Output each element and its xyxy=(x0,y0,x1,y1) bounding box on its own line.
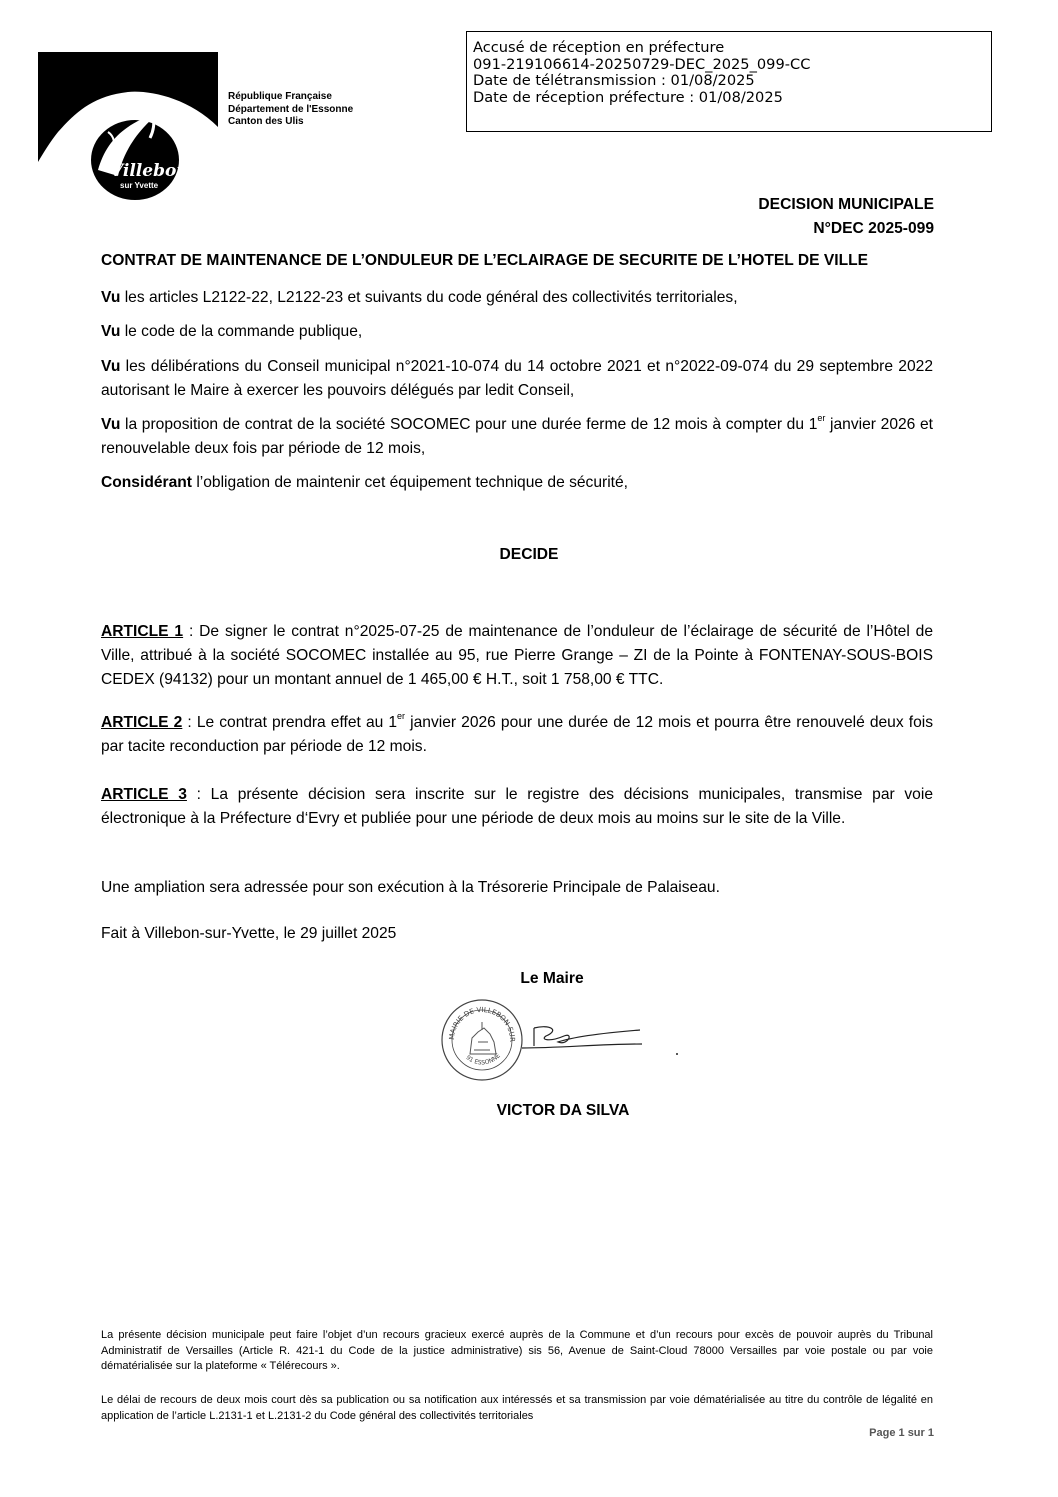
page-number: Page 1 sur 1 xyxy=(869,1427,934,1439)
article-text: : La présente décision sera inscrite sur le registre des décisions municipales, transmise par voie électronique à la Préfecture d‘Evry et publiée pour une période de deux mois au moins sur le site de la Ville. xyxy=(101,786,933,827)
vu-text: le code de la commande publique, xyxy=(120,323,363,340)
vu-lead: Vu xyxy=(101,358,121,375)
vu-paragraph xyxy=(101,413,933,461)
stamp-line: Date de réception préfecture : 01/08/2025 xyxy=(473,88,783,106)
article-1 xyxy=(101,620,933,692)
villebon-logo xyxy=(38,52,218,200)
stamp-line: 091-219106614-20250729-DEC_2025_099-CC xyxy=(473,55,811,73)
authority-line: Département de l'Essonne xyxy=(228,103,354,115)
seal-text: MAIRIE DE VILLEBON SUR xyxy=(447,1005,517,1043)
vu-text: janvier 2026 et renouvelable deux fois par période de 12 mois, xyxy=(101,416,933,457)
mayor-name: VICTOR DA SILVA xyxy=(496,1102,630,1119)
article-label: ARTICLE 2 xyxy=(101,714,183,731)
vu-text: les délibérations du Conseil municipal n°2021-10-074 du 14 octobre 2021 et n°2022-09-074 du 29 septembre 2022 autorisant le Maire à exercer les pouvoirs délégués par ledit Conseil, xyxy=(101,358,933,399)
decision-title: CONTRAT DE MAINTENANCE DE L’ONDULEUR DE L’ECLAIRAGE DE SECURITE DE L’HOTEL DE VILLE xyxy=(101,252,869,269)
footer-recourse-text: La présente décision municipale peut faire l’objet d’un recours gracieux exercé auprès de la Commune et d’un recours pour excès de pouvoir auprès du Tribunal Administratif de Versailles (Article R. 421-1 du Code de la justice administrative) sis 56, Avenue de Saint-Cloud 78000 Versailles par voie postale ou par voie dématérialisée sur la plateforme « Télérecours ». xyxy=(101,1329,933,1372)
official-seal xyxy=(440,998,524,1082)
article-2 xyxy=(101,711,933,759)
superscript: er xyxy=(397,711,406,721)
superscript: er xyxy=(817,413,826,423)
svg-text:MAIRIE DE VILLEBON SUR YVETTE xyxy=(440,998,516,1042)
article-text: : Le contrat prendra effet au 1 xyxy=(182,714,398,731)
vu-paragraph xyxy=(101,355,933,403)
reception-stamp xyxy=(466,31,992,132)
vu-lead: Vu xyxy=(101,289,121,306)
signature-role: Le Maire xyxy=(520,970,584,987)
considerant-text: l’obligation de maintenir cet équipement technique de sécurité, xyxy=(191,474,629,491)
considerant-lead: Considérant xyxy=(101,474,192,491)
stamp-line: Accusé de réception en préfecture xyxy=(473,39,725,56)
mayor-signature xyxy=(520,1016,685,1061)
authority-line: Canton des Ulis xyxy=(228,116,304,127)
vu-lead: Vu xyxy=(101,416,121,433)
vu-lead: Vu xyxy=(101,323,121,340)
article-text: janvier 2026 pour une durée de 12 mois et pourra être renouvelé deux fois par tacite reconduction par période de 12 mois. xyxy=(101,714,933,755)
article-3 xyxy=(101,783,933,831)
logo-subtitle: sur Yvette xyxy=(120,181,159,190)
authority-lines xyxy=(228,91,353,129)
logo-wordmark: Villebon xyxy=(110,161,189,181)
vu-paragraph xyxy=(101,286,933,310)
article-label: ARTICLE 1 xyxy=(101,623,184,640)
article-text: : De signer le contrat n°2025-07-25 de maintenance de l’onduleur de l’éclairage de sécurité de l’Hôtel de Ville, attribué à la société SOCOMEC installée au 95, rue Pierre Grange – ZI de la Pointe à FONTENAY-SOUS-BOIS CEDEX (94132) pour un montant annuel de 1 465,00 € H.T., soit 1 758,00 € TTC. xyxy=(101,623,934,688)
decision-heading-block xyxy=(758,193,934,241)
article-label: ARTICLE 3 xyxy=(101,786,187,803)
decision-number: N°DEC 2025-099 xyxy=(813,220,934,237)
seal-subtext: 91 ESSONNE xyxy=(464,1052,502,1067)
stamp-line: Date de télétransmission : 01/08/2025 xyxy=(473,72,755,89)
considerant-paragraph xyxy=(101,471,933,495)
fait-a-text: Fait à Villebon-sur-Yvette, le 29 juillet 2025 xyxy=(101,925,397,942)
vu-text: les articles L2122-22, L2122-23 et suivants du code général des collectivités territoriales, xyxy=(120,289,738,306)
footer-delay-text: Le délai de recours de deux mois court dès sa publication ou sa notification aux intéressés et sa transmission par voie dématérialisée au titre du contrôle de légalité en application de l’article L.2131-1 et L.2131-2 du Code général des collectivités territoriales xyxy=(101,1394,933,1422)
ampliation-text: Une ampliation sera adressée pour son exécution à la Trésorerie Principale de Palaiseau. xyxy=(101,879,720,896)
vu-text: la proposition de contrat de la société SOCOMEC pour une durée ferme de 12 mois à compter du 1 xyxy=(120,416,818,433)
decide-heading: DECIDE xyxy=(499,546,559,563)
vu-paragraph xyxy=(101,320,933,344)
authority-line: République Française xyxy=(228,91,332,102)
decision-heading: DECISION MUNICIPALE xyxy=(758,196,934,213)
